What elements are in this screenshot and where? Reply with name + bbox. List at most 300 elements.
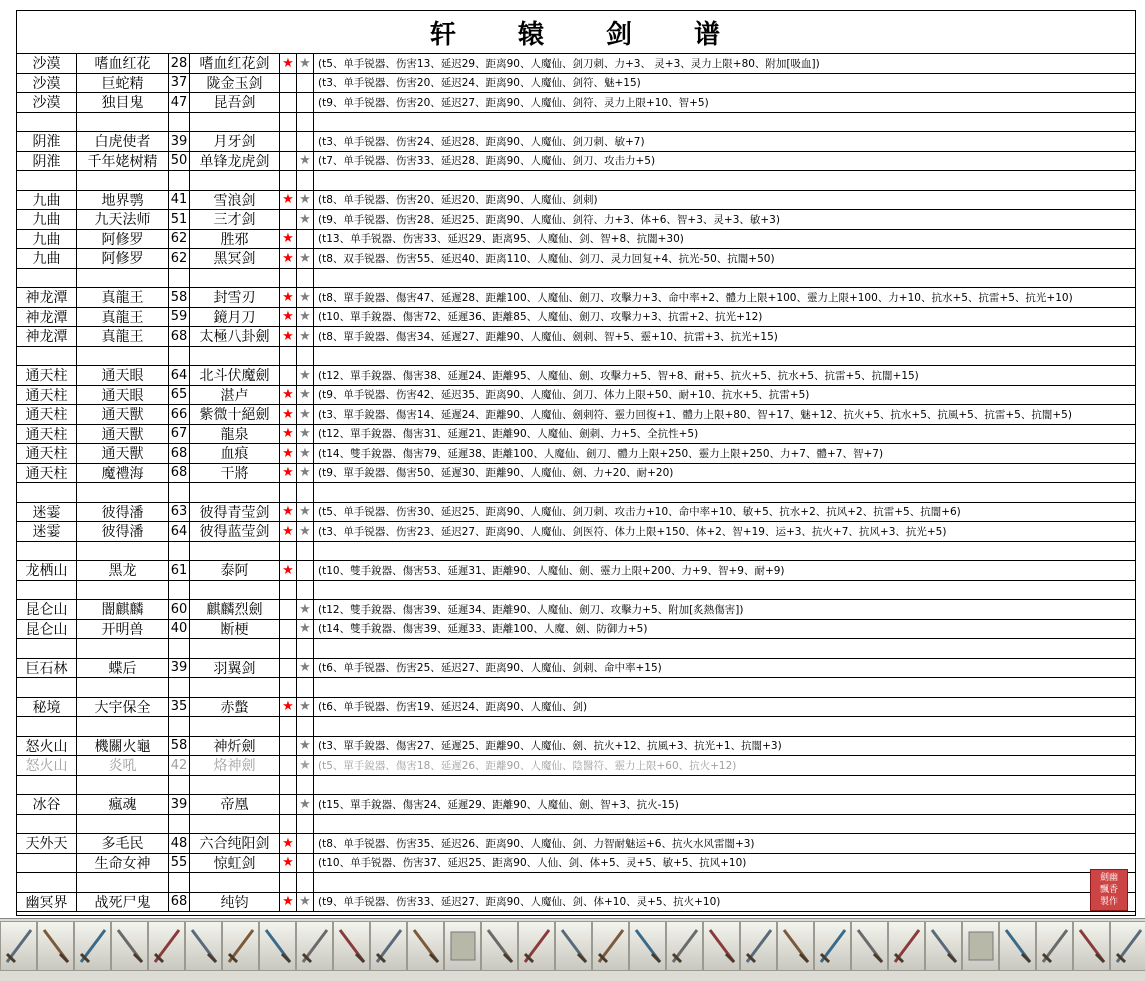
- blade-icon[interactable]: [148, 921, 185, 971]
- monster-cell: 阿修罗: [77, 230, 169, 249]
- sword-icon[interactable]: [1110, 921, 1145, 971]
- gray-star-cell: [297, 639, 314, 658]
- page-title: [17, 11, 1135, 54]
- weapon-cell: 赤蟞: [190, 698, 280, 717]
- long-sword-icon[interactable]: [592, 921, 629, 971]
- tile-icon[interactable]: [444, 921, 481, 971]
- sword-icon[interactable]: [777, 921, 814, 971]
- red-star-cell: ★: [280, 854, 297, 873]
- table-row: [17, 74, 1135, 94]
- sword-icon[interactable]: [296, 921, 333, 971]
- table-spacer-row: [17, 873, 1135, 893]
- red-star-cell: [280, 74, 297, 93]
- level-cell: [169, 815, 190, 834]
- location-cell: [17, 113, 77, 132]
- spear-icon[interactable]: [259, 921, 296, 971]
- hooked-sword-icon[interactable]: [74, 921, 111, 971]
- table-row: [17, 522, 1135, 542]
- weapon-cell: 月牙剑: [190, 132, 280, 151]
- monster-cell: 巨蛇精: [77, 74, 169, 93]
- description-cell: (t6、单手锐器、伤害19、延迟24、距离90、人魔仙、剑): [318, 701, 588, 714]
- title-char: 剑: [606, 19, 635, 50]
- axe-icon: [484, 926, 516, 966]
- monster-cell: 阿修罗: [77, 249, 169, 268]
- red-star-cell: ★: [280, 444, 297, 463]
- monster-cell: 战死尸鬼: [77, 893, 169, 912]
- monster-cell: 彼得潘: [77, 522, 169, 541]
- gray-star-cell: ★: [297, 620, 314, 639]
- stamp-char: 製: [1099, 897, 1109, 907]
- table-row: [17, 737, 1135, 757]
- gray-star-cell: ★: [297, 795, 314, 814]
- sword-table-sheet: [16, 10, 1136, 916]
- blade-icon: [854, 926, 886, 966]
- monster-cell: 生命女神: [77, 854, 169, 873]
- weapon-cell: 泰阿: [190, 561, 280, 580]
- gray-star-cell: ★: [297, 756, 314, 775]
- monster-cell: [77, 347, 169, 366]
- description-cell: (t5、单手锐器、伤害13、延迟29、距离90、人魔仙、剑刀刺、力+3、 灵+3、灵力上限+80、附加[吸血]): [318, 57, 820, 70]
- monster-cell: [77, 542, 169, 561]
- location-cell: [17, 873, 77, 892]
- red-star-cell: ★: [280, 230, 297, 249]
- level-cell: [169, 483, 190, 502]
- crossed-blades-icon[interactable]: [370, 921, 407, 971]
- location-cell: [17, 639, 77, 658]
- description-cell: (t6、单手锐器、伤害25、延迟27、距离90、人魔仙、剑刺、命中率+15): [318, 662, 662, 675]
- monster-cell: 炎吼: [77, 756, 169, 775]
- spear-icon: [632, 926, 664, 966]
- weapon-cell: 龍泉: [190, 425, 280, 444]
- description-cell: [314, 776, 1135, 795]
- weapon-cell: 鏡月刀: [190, 308, 280, 327]
- description-cell: (t9、单手锐器、伤害42、延迟35、距离90、人魔仙、剑刀、体力上限+50、耐+10、抗水+5、抗雷+5): [318, 389, 810, 402]
- table-row: [17, 405, 1135, 425]
- monster-cell: 機關火龜: [77, 737, 169, 756]
- weapon-cell: 六合纯阳剑: [190, 834, 280, 853]
- level-cell: [169, 113, 190, 132]
- table-spacer-row: [17, 483, 1135, 503]
- red-star-cell: ★: [280, 522, 297, 541]
- sword-icon: [1076, 926, 1108, 966]
- location-cell: 神龙潭: [17, 288, 77, 307]
- table-row: [17, 620, 1135, 640]
- stamp-char: 飄: [1099, 885, 1109, 895]
- level-cell: 62: [169, 230, 190, 249]
- red-star-cell: ★: [280, 893, 297, 912]
- level-cell: 41: [169, 191, 190, 210]
- gray-star-cell: [297, 717, 314, 736]
- weapon-cell: [190, 678, 280, 697]
- weapon-cell: [190, 542, 280, 561]
- weapon-cell: [190, 483, 280, 502]
- monster-cell: 蝶后: [77, 659, 169, 678]
- gray-star-cell: [297, 132, 314, 151]
- weapon-cell: 烙神劍: [190, 756, 280, 775]
- description-cell: [314, 171, 1135, 190]
- sword-icon[interactable]: [1073, 921, 1110, 971]
- description-cell: (t3、单手锐器、伤害23、延迟27、距离90、人魔仙、剑医符、体力上限+150、体+2、智+19、运+3、抗火+7、抗风+3、抗光+5): [318, 525, 947, 538]
- level-cell: 68: [169, 444, 190, 463]
- table-row: [17, 425, 1135, 445]
- description-cell: (t3、單手銳器、傷害14、延遲24、距離90、人魔仙、劍刺符、靈力回復+1、體力上限+80、智+17、魅+12、抗火+5、抗水+5、抗風+5、抗雷+5、抗闇+5): [318, 408, 1072, 421]
- red-star-cell: ★: [280, 308, 297, 327]
- table-spacer-row: [17, 269, 1135, 289]
- level-cell: [169, 171, 190, 190]
- level-cell: 61: [169, 561, 190, 580]
- scimitar-icon: [928, 926, 960, 966]
- level-cell: [169, 717, 190, 736]
- gray-star-cell: [297, 854, 314, 873]
- red-star-cell: [280, 132, 297, 151]
- monster-cell: 嗜血红花: [77, 54, 169, 73]
- gray-star-cell: [297, 834, 314, 853]
- sword-icon: [521, 926, 553, 966]
- scimitar-icon[interactable]: [407, 921, 444, 971]
- title-char: 谱: [694, 19, 723, 50]
- monster-cell: 通天眼: [77, 386, 169, 405]
- weapon-cell: [190, 717, 280, 736]
- weapon-cell: 湛卢: [190, 386, 280, 405]
- level-cell: 51: [169, 210, 190, 229]
- location-cell: 沙漠: [17, 93, 77, 112]
- table-row: [17, 893, 1135, 913]
- long-sword-icon[interactable]: [814, 921, 851, 971]
- monster-cell: 通天獸: [77, 405, 169, 424]
- table-spacer-row: [17, 113, 1135, 133]
- red-star-cell: [280, 795, 297, 814]
- location-cell: 昆仑山: [17, 620, 77, 639]
- location-cell: 通天柱: [17, 464, 77, 483]
- table-row: [17, 386, 1135, 406]
- description-cell: [314, 483, 1135, 502]
- gray-star-cell: [297, 230, 314, 249]
- weapon-cell: 彼得青莹剑: [190, 503, 280, 522]
- short-sword-icon[interactable]: [333, 921, 370, 971]
- location-cell: 冰谷: [17, 795, 77, 814]
- location-cell: 阴淮: [17, 132, 77, 151]
- description-cell: (t8、單手銳器、傷害34、延遲27、距離90、人魔仙、劍刺、智+5、靈+10、抗雷+3、抗光+15): [318, 330, 778, 343]
- blade-icon[interactable]: [851, 921, 888, 971]
- description-cell: [314, 815, 1135, 834]
- table-spacer-row: [17, 542, 1135, 562]
- sword-icon: [558, 926, 590, 966]
- table-row: [17, 93, 1135, 113]
- scimitar-icon: [410, 926, 442, 966]
- long-sword-icon[interactable]: [185, 921, 222, 971]
- location-cell: [17, 815, 77, 834]
- gray-star-cell: [297, 483, 314, 502]
- weapon-cell: [190, 581, 280, 600]
- location-cell: [17, 717, 77, 736]
- red-star-cell: ★: [280, 503, 297, 522]
- red-star-cell: ★: [280, 288, 297, 307]
- location-cell: [17, 581, 77, 600]
- location-cell: 九曲: [17, 249, 77, 268]
- monster-cell: 黑龙: [77, 561, 169, 580]
- sword-icon[interactable]: [0, 921, 37, 971]
- title-char: 轩: [429, 19, 458, 50]
- spear-icon[interactable]: [999, 921, 1036, 971]
- red-star-cell: ★: [280, 327, 297, 346]
- description-cell: [314, 639, 1135, 658]
- table-spacer-row: [17, 581, 1135, 601]
- weapon-cell: 三才剑: [190, 210, 280, 229]
- short-sword-icon: [669, 926, 701, 966]
- monster-cell: 开明兽: [77, 620, 169, 639]
- long-sword-icon: [595, 926, 627, 966]
- location-cell: 通天柱: [17, 444, 77, 463]
- monster-cell: [77, 873, 169, 892]
- location-cell: 阴淮: [17, 152, 77, 171]
- weapon-cell: 麒麟烈劍: [190, 600, 280, 619]
- table-row: [17, 210, 1135, 230]
- level-cell: 68: [169, 893, 190, 912]
- red-star-cell: ★: [280, 561, 297, 580]
- gray-star-cell: ★: [297, 405, 314, 424]
- level-cell: [169, 639, 190, 658]
- gray-star-cell: ★: [297, 386, 314, 405]
- red-star-cell: [280, 93, 297, 112]
- monster-cell: 千年姥树精: [77, 152, 169, 171]
- description-cell: (t3、单手锐器、伤害24、延迟28、距离90、人魔仙、剑刀刺、敏+7): [318, 135, 645, 148]
- curved-blade-icon[interactable]: [37, 921, 74, 971]
- red-star-cell: [280, 620, 297, 639]
- level-cell: 62: [169, 249, 190, 268]
- description-cell: (t10、單手銳器、傷害72、延遲36、距離85、人魔仙、劍刀、攻擊力+3、抗雷+2、抗光+12): [318, 311, 763, 324]
- title-char: 辕: [517, 19, 546, 50]
- monster-cell: 真龍王: [77, 327, 169, 346]
- sword-icon: [891, 926, 923, 966]
- sword-icon[interactable]: [518, 921, 555, 971]
- description-cell: (t5、單手銳器、傷害18、延遲26、距離90、人魔仙、陰醫符、靈力上限+60、抗火+12): [318, 759, 737, 772]
- gray-star-cell: [297, 74, 314, 93]
- red-star-cell: [280, 600, 297, 619]
- sword-icon[interactable]: [555, 921, 592, 971]
- red-star-cell: [280, 483, 297, 502]
- level-cell: [169, 347, 190, 366]
- description-cell: (t12、單手銳器、傷害38、延遲24、距離95、人魔仙、劍、攻擊力+5、智+8、耐+5、抗火+5、抗水+5、抗雷+5、抗闇+15): [318, 369, 919, 382]
- description-cell: [314, 717, 1135, 736]
- table-row: [17, 464, 1135, 484]
- table-row: [17, 503, 1135, 523]
- sword-icon[interactable]: [1036, 921, 1073, 971]
- location-cell: 神龙潭: [17, 327, 77, 346]
- monster-cell: [77, 678, 169, 697]
- tile-icon[interactable]: [962, 921, 999, 971]
- gray-star-cell: ★: [297, 210, 314, 229]
- weapon-cell: [190, 815, 280, 834]
- level-cell: 55: [169, 854, 190, 873]
- description-cell: (t7、单手锐器、伤害33、延迟28、距离90、人魔仙、剑刀、攻击力+5): [318, 155, 656, 168]
- monster-cell: 九天法师: [77, 210, 169, 229]
- level-cell: [169, 678, 190, 697]
- level-cell: [169, 269, 190, 288]
- gray-star-cell: ★: [297, 503, 314, 522]
- gray-star-cell: [297, 815, 314, 834]
- weapon-cell: 血痕: [190, 444, 280, 463]
- crossed-blades-icon: [373, 926, 405, 966]
- description-cell: (t14、雙手銳器、傷害39、延遲33、距離100、人魔、劍、防御力+5): [318, 623, 648, 636]
- long-sword-icon: [817, 926, 849, 966]
- location-cell: [17, 542, 77, 561]
- spear-icon: [262, 926, 294, 966]
- location-cell: [17, 854, 77, 873]
- gray-star-cell: [297, 542, 314, 561]
- gray-star-cell: ★: [297, 600, 314, 619]
- weapon-cell: [190, 873, 280, 892]
- red-star-cell: [280, 678, 297, 697]
- gray-star-cell: [297, 678, 314, 697]
- monster-cell: [77, 815, 169, 834]
- table-row: [17, 366, 1135, 386]
- location-cell: 天外天: [17, 834, 77, 853]
- description-cell: (t9、单手锐器、伤害28、延迟25、距离90、人魔仙、剑符、力+3、体+6、智+3、灵+3、敏+3): [318, 213, 780, 226]
- level-cell: [169, 581, 190, 600]
- level-cell: 64: [169, 366, 190, 385]
- table-row: [17, 698, 1135, 718]
- red-star-cell: [280, 756, 297, 775]
- level-cell: [169, 873, 190, 892]
- description-cell: [314, 113, 1135, 132]
- location-cell: [17, 678, 77, 697]
- crossed-blades-icon[interactable]: [740, 921, 777, 971]
- axe-icon[interactable]: [481, 921, 518, 971]
- table-row: [17, 152, 1135, 172]
- location-cell: 迷霎: [17, 503, 77, 522]
- location-cell: 怒火山: [17, 737, 77, 756]
- weapon-cell: 彼得蓝莹剑: [190, 522, 280, 541]
- gray-star-cell: ★: [297, 249, 314, 268]
- red-star-cell: [280, 171, 297, 190]
- monster-cell: 通天獸: [77, 444, 169, 463]
- gray-star-cell: ★: [297, 522, 314, 541]
- red-star-cell: ★: [280, 834, 297, 853]
- monster-cell: 通天獸: [77, 425, 169, 444]
- gray-star-cell: ★: [297, 152, 314, 171]
- location-cell: 神龙潭: [17, 308, 77, 327]
- weapon-cell: [190, 113, 280, 132]
- location-cell: 通天柱: [17, 386, 77, 405]
- description-cell: [314, 347, 1135, 366]
- location-cell: 昆仑山: [17, 600, 77, 619]
- sword-icon: [780, 926, 812, 966]
- monster-cell: 瘋魂: [77, 795, 169, 814]
- weapon-cell: [190, 269, 280, 288]
- level-cell: 68: [169, 327, 190, 346]
- description-cell: (t8、单手锐器、伤害35、延迟26、距离90、人魔仙、剑、力智耐魅运+6、抗火水风雷闇+3): [318, 837, 755, 850]
- description-cell: (t12、單手銳器、傷害31、延遲21、距離90、人魔仙、劍刺、力+5、全抗性+5): [318, 428, 699, 441]
- level-cell: 39: [169, 659, 190, 678]
- weapon-cell: 黑冥剑: [190, 249, 280, 268]
- monster-cell: [77, 113, 169, 132]
- sword-icon[interactable]: [703, 921, 740, 971]
- weapon-cell: 太極八卦劍: [190, 327, 280, 346]
- weapon-cell: 神炘劍: [190, 737, 280, 756]
- level-cell: 47: [169, 93, 190, 112]
- location-cell: 九曲: [17, 210, 77, 229]
- weapon-cell: [190, 171, 280, 190]
- level-cell: 63: [169, 503, 190, 522]
- sword-icon[interactable]: [222, 921, 259, 971]
- table-row: [17, 308, 1135, 328]
- weapon-cell: 帝凰: [190, 795, 280, 814]
- location-cell: 沙漠: [17, 74, 77, 93]
- gray-star-cell: [297, 113, 314, 132]
- monster-cell: [77, 581, 169, 600]
- red-star-cell: [280, 269, 297, 288]
- level-cell: 35: [169, 698, 190, 717]
- scimitar-icon[interactable]: [925, 921, 962, 971]
- sword-icon: [3, 926, 35, 966]
- gray-star-cell: [297, 347, 314, 366]
- description-cell: (t13、单手锐器、伤害33、延迟29、距离95、人魔仙、剑、智+8、抗闇+30): [318, 233, 684, 246]
- level-cell: 37: [169, 74, 190, 93]
- red-star-cell: [280, 815, 297, 834]
- table-row: [17, 561, 1135, 581]
- description-cell: (t8、双手锐器、伤害55、延迟40、距离110、人魔仙、剑刀、灵力回复+4、抗光-50、抗闇+50): [318, 252, 775, 265]
- monster-cell: 独目鬼: [77, 93, 169, 112]
- monster-cell: [77, 171, 169, 190]
- description-cell: (t10、单手锐器、伤害37、延迟25、距离90、人仙、剑、体+5、灵+5、敏+5、抗风+10): [318, 857, 747, 870]
- table-row: [17, 834, 1135, 854]
- level-cell: [169, 776, 190, 795]
- description-cell: [314, 678, 1135, 697]
- location-cell: 怒火山: [17, 756, 77, 775]
- location-cell: 沙漠: [17, 54, 77, 73]
- table-row: [17, 600, 1135, 620]
- table-row: [17, 327, 1135, 347]
- monster-cell: 闇麒麟: [77, 600, 169, 619]
- spear-icon[interactable]: [629, 921, 666, 971]
- stamp-char: 幽: [1109, 873, 1119, 883]
- short-sword-icon[interactable]: [666, 921, 703, 971]
- weapon-cell: 封雪刃: [190, 288, 280, 307]
- gray-star-cell: [297, 873, 314, 892]
- stamp-char: 劍: [1099, 873, 1109, 883]
- level-cell: 48: [169, 834, 190, 853]
- sword-icon: [225, 926, 257, 966]
- saber-icon[interactable]: [111, 921, 148, 971]
- location-cell: 通天柱: [17, 366, 77, 385]
- weapon-cell: [190, 776, 280, 795]
- location-cell: [17, 171, 77, 190]
- table-row: [17, 854, 1135, 874]
- sword-icon[interactable]: [888, 921, 925, 971]
- location-cell: 幽冥界: [17, 893, 77, 912]
- sword-icon: [706, 926, 738, 966]
- location-cell: 九曲: [17, 230, 77, 249]
- red-star-cell: [280, 542, 297, 561]
- location-cell: [17, 269, 77, 288]
- gray-star-cell: [297, 269, 314, 288]
- table-row: [17, 444, 1135, 464]
- level-cell: 28: [169, 54, 190, 73]
- gray-star-cell: ★: [297, 737, 314, 756]
- long-sword-icon: [188, 926, 220, 966]
- table-row: [17, 795, 1135, 815]
- level-cell: 40: [169, 620, 190, 639]
- saber-icon: [114, 926, 146, 966]
- red-star-cell: [280, 366, 297, 385]
- weapon-cell: 雪浪剑: [190, 191, 280, 210]
- table-row: [17, 230, 1135, 250]
- level-cell: 39: [169, 795, 190, 814]
- gray-star-cell: [297, 93, 314, 112]
- spear-icon: [1002, 926, 1034, 966]
- monster-cell: [77, 639, 169, 658]
- monster-cell: 魔禮海: [77, 464, 169, 483]
